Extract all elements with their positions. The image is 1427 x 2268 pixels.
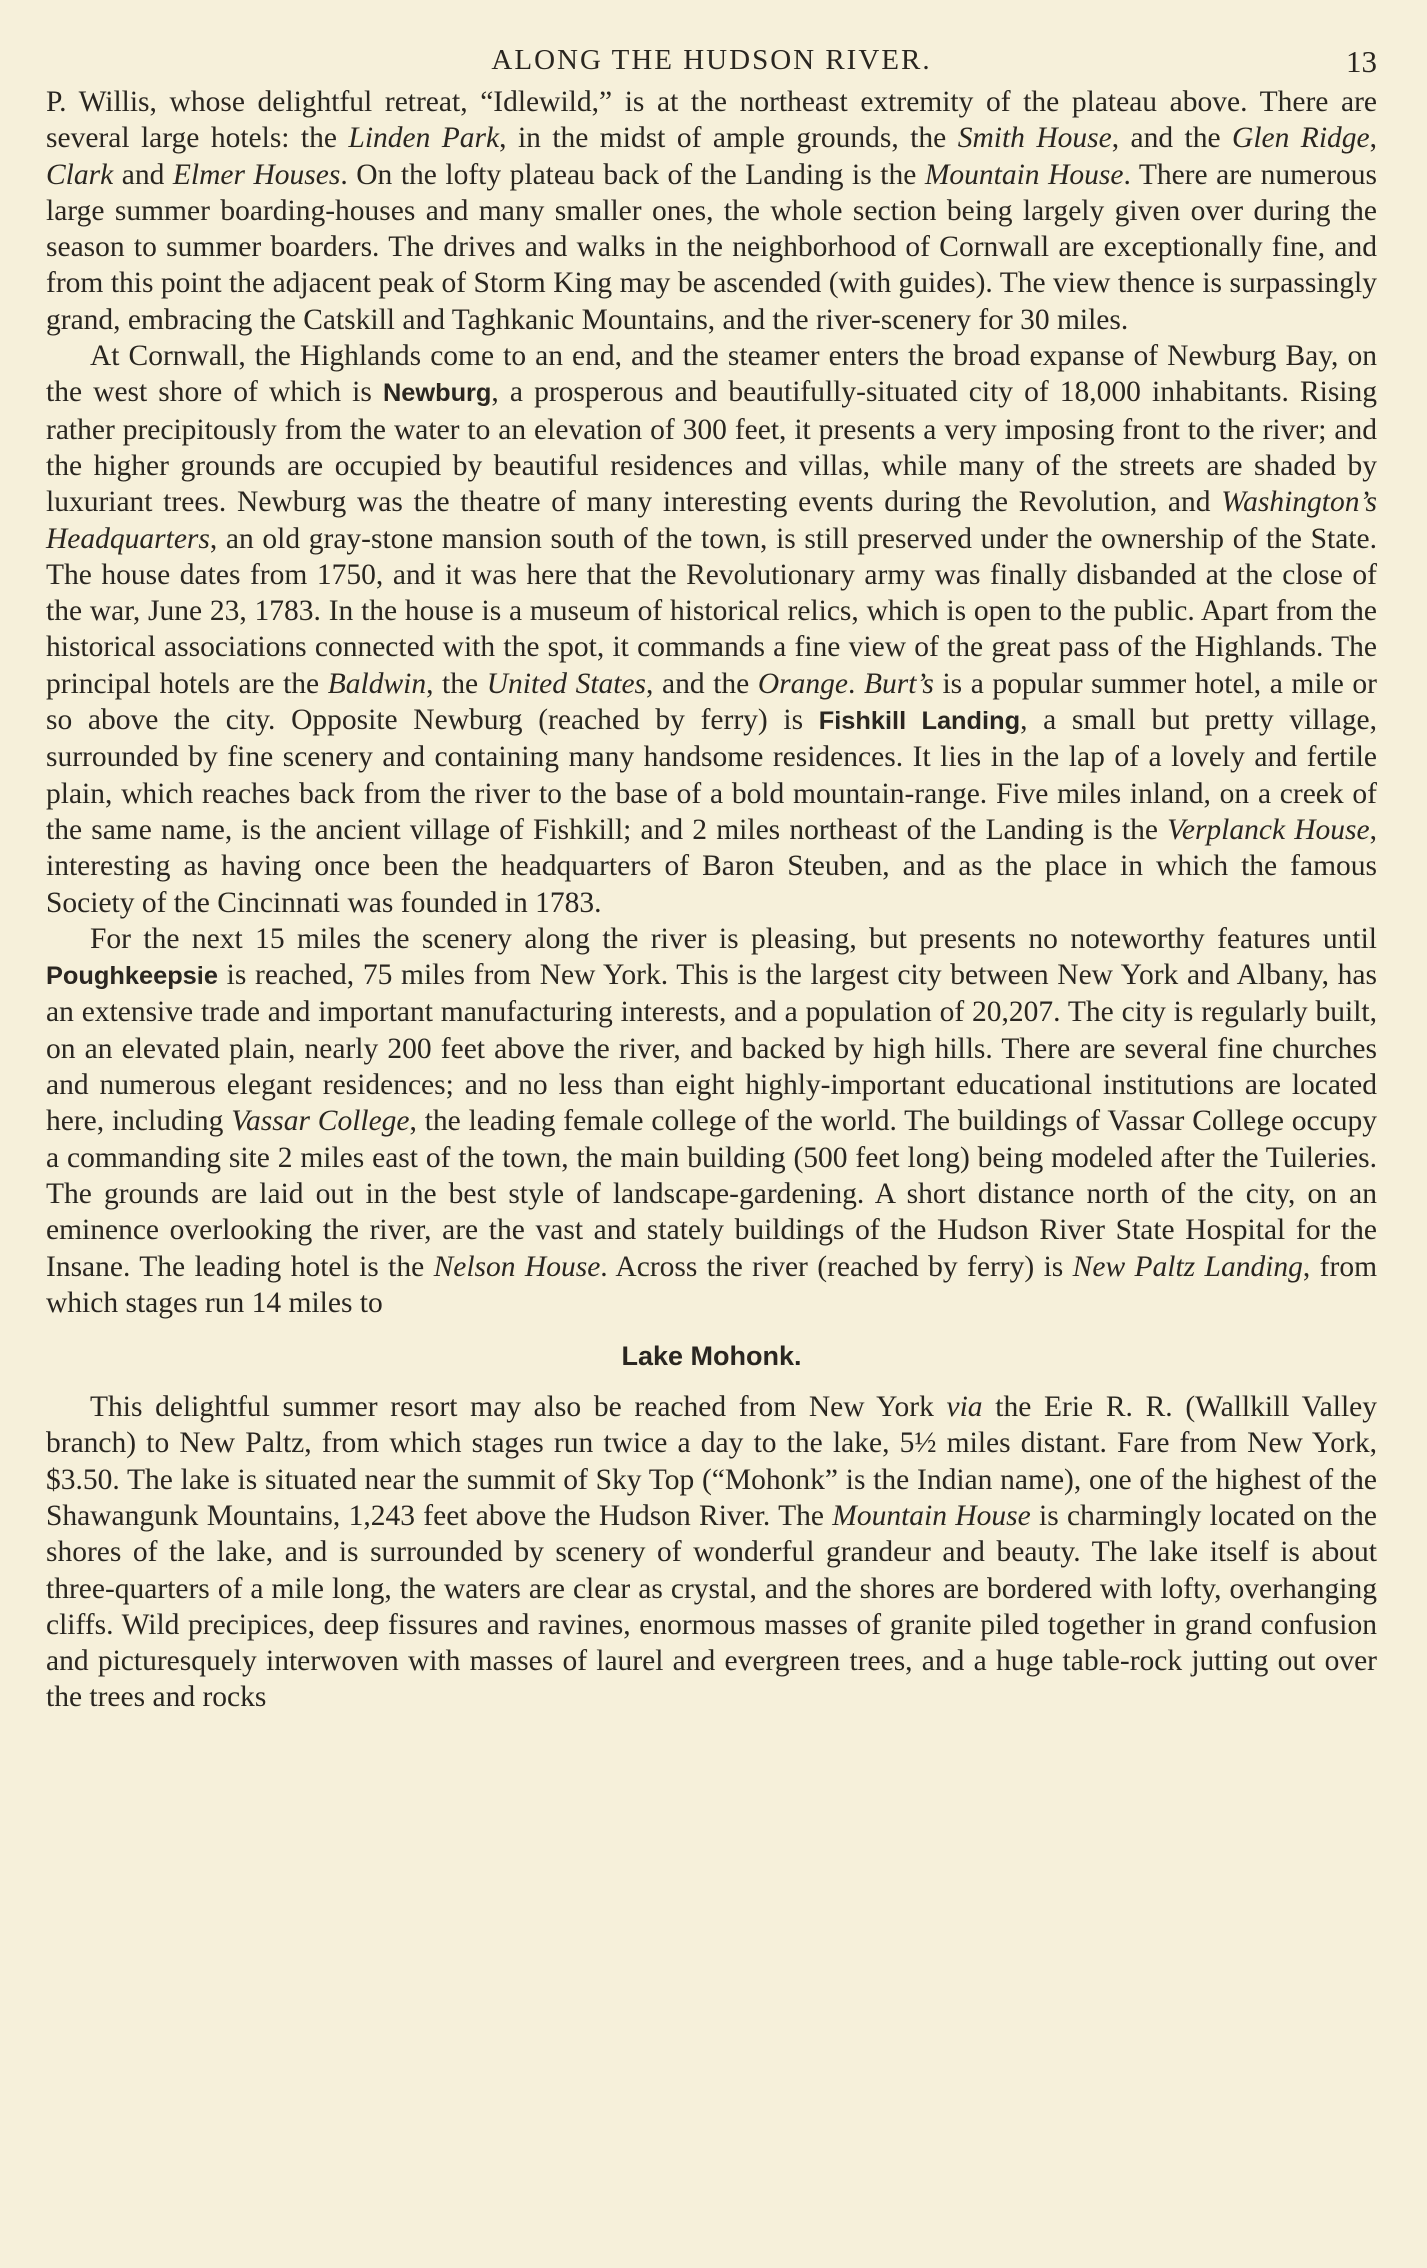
hotel-name: Clark bbox=[46, 158, 114, 191]
hotel-name: Burt’s bbox=[863, 667, 934, 700]
text-run: , a prosperous and beautifully-situated city of 18,000 inhabitants. Rising rather precipitously from the water to an elevation of 300 feet, it presents a very imposing front to the river; and the higher grounds are occupied by beautiful residences and villas, while many of the streets are shaded by luxuriant trees. Newburg was the theatre of many interesting events during the Revolution, and bbox=[46, 376, 1377, 519]
landmark-name: Washington’s Headquarters bbox=[46, 486, 1377, 555]
text-run: is reached, 75 miles from New York. This is the largest city between New York and Albany, has an extensive trade and important manufacturing interests, and a population of 20,207. The city is regularly built, on an elevated plain, nearly 200 feet above the river, and backed by high hills. There are several fine churches and numerous elegant residences; and no less than eight highly-important educational institutions are located here, including bbox=[46, 959, 1377, 1138]
landmark-name: Verplanck House bbox=[1167, 813, 1370, 846]
text-run: , from which stages run 14 miles to bbox=[46, 1250, 1378, 1319]
text-run: is charmingly located on the shores of the lake, and is surrounded by scenery of wonderful grandeur and beauty. The lake itself is about three-quarters of a mile long, the waters are clear as crystal, and the shores are bordered with lofty, overhanging cliffs. Wild precipices, deep fissures and ravines, enormous masses of granite piled together in grand confusion and picturesquely interwoven with masses of laurel and evergreen trees, and a huge table-rock jutting out over the trees and rocks bbox=[46, 1499, 1377, 1714]
place-name: Newburg bbox=[382, 379, 492, 408]
text-run: , in the midst of ample grounds, the bbox=[499, 122, 958, 155]
text-run: , and the bbox=[646, 667, 758, 700]
page-number: 13 bbox=[1346, 44, 1377, 79]
text-run: is a popular summer hotel, a mile or so above the city. Opposite Newburg (reached by ferry) is bbox=[46, 667, 1377, 737]
text-run: , an old gray-stone mansion south of the town, is still preserved under the ownership of the State. The house dates from 1750, and it was here that the Revolutionary army was finally disbanded at the close of the war, June 23, 1783. In the house is a museum of historical relics, which is open to the public. Apart from the historical associations connected with the spot, it commands a fine view of the great pass of the Highlands. The principal hotels are the bbox=[46, 522, 1377, 700]
place-name: Poughkeepsie bbox=[46, 962, 218, 991]
hotel-name: Nelson House bbox=[433, 1250, 601, 1283]
body-text bbox=[46, 84, 1377, 1716]
hotel-name: Orange bbox=[757, 667, 848, 700]
text-run: P. Willis, whose delightful retreat, “Idlewild,” is at the northeast extremity of the plateau above. There are several large hotels: the bbox=[46, 86, 1377, 155]
text-run: At Cornwall, the Highlands come to an end, and the steamer enters the broad expanse of Newburg Bay, on the west shore of which is bbox=[46, 340, 1377, 409]
text-run: , and the bbox=[1111, 122, 1233, 155]
hotel-name: United States bbox=[486, 667, 647, 700]
text-run: . On the lofty plateau back of the Landing is the bbox=[340, 158, 925, 191]
hotel-name: Linden Park bbox=[348, 122, 500, 155]
hotel-name: Mountain House bbox=[924, 158, 1124, 191]
text-run: . bbox=[847, 667, 864, 700]
text-run: , the bbox=[426, 667, 487, 700]
hotel-name: Smith House bbox=[957, 122, 1112, 155]
running-title: ALONG THE HUDSON RIVER. bbox=[491, 44, 932, 76]
text-run: This delightful summer resort may also be reached from New York bbox=[90, 1391, 947, 1424]
text-run: , interesting as having once been the headquarters of Baron Steuben, and as the place in which the famous Society of the Cincinnati was founded in 1783. bbox=[46, 813, 1377, 919]
running-header bbox=[46, 44, 1377, 84]
place-name: New Paltz Landing bbox=[1072, 1250, 1303, 1283]
hotel-name: Elmer Houses bbox=[172, 158, 341, 191]
paragraph-cornwall-hotels bbox=[46, 84, 1377, 338]
paragraph-poughkeepsie bbox=[46, 921, 1377, 1321]
section-heading: Lake Mohonk. bbox=[621, 1341, 802, 1372]
paragraph-lake-mohonk bbox=[46, 1389, 1377, 1716]
text-run: , bbox=[1369, 122, 1377, 155]
text-run: . There are numerous large summer boarding-houses and many smaller ones, the whole section being largely given over during the season to summer boarders. The drives and walks in the neighborhood of Cornwall are exceptionally fine, and from this point the adjacent peak of Storm King may be ascended (with guides). The view thence is surpassingly grand, embracing the Catskill and Taghkanic Mountains, and the river-scenery for 30 miles. bbox=[46, 158, 1378, 336]
text-run: For the next 15 miles the scenery along the river is pleasing, but presents no noteworthy features until bbox=[90, 922, 1377, 955]
text-run: , the leading female college of the world. The buildings of Vassar College occupy a commanding site 2 miles east of the town, the main building (500 feet long) being modeled after the Tuileries. The grounds are laid out in the best style of landscape-gardening. A short distance north of the city, on an eminence overlooking the river, are the vast and stately buildings of the Hudson River State Hospital for the Insane. The leading hotel is the bbox=[46, 1105, 1377, 1283]
hotel-name: Mountain House bbox=[832, 1499, 1031, 1532]
text-run: and bbox=[113, 158, 173, 191]
text-run: , a small but pretty village, surrounded by fine scenery and containing many handsome residences. It lies in the lap of a lovely and fertile plain, which reaches back from the river to the base of a bold mountain-range. Five miles inland, on a creek of the same name, is the ancient village of Fishkill; and 2 miles northeast of the Landing is the bbox=[46, 704, 1377, 846]
text-run: . Across the river (reached by ferry) is bbox=[600, 1250, 1073, 1283]
paragraph-newburg bbox=[46, 338, 1377, 921]
hotel-name: Glen Ridge bbox=[1232, 122, 1370, 155]
place-name: Fishkill Landing bbox=[818, 707, 1021, 736]
hotel-name: Baldwin bbox=[327, 667, 427, 700]
text-run: the Erie R. R. (Wallkill Valley branch) to New Paltz, from which stages run twice a day to the lake, 5½ miles distant. Fare from New York, $3.50. The lake is situated near the summit of Sky Top (“Mohonk” is the Indian name), one of the highest of the Shawangunk Mountains, 1,243 feet above the Hudson River. The bbox=[46, 1391, 1377, 1532]
landmark-name: Vassar College bbox=[231, 1105, 410, 1138]
italic-word: via bbox=[946, 1391, 983, 1424]
